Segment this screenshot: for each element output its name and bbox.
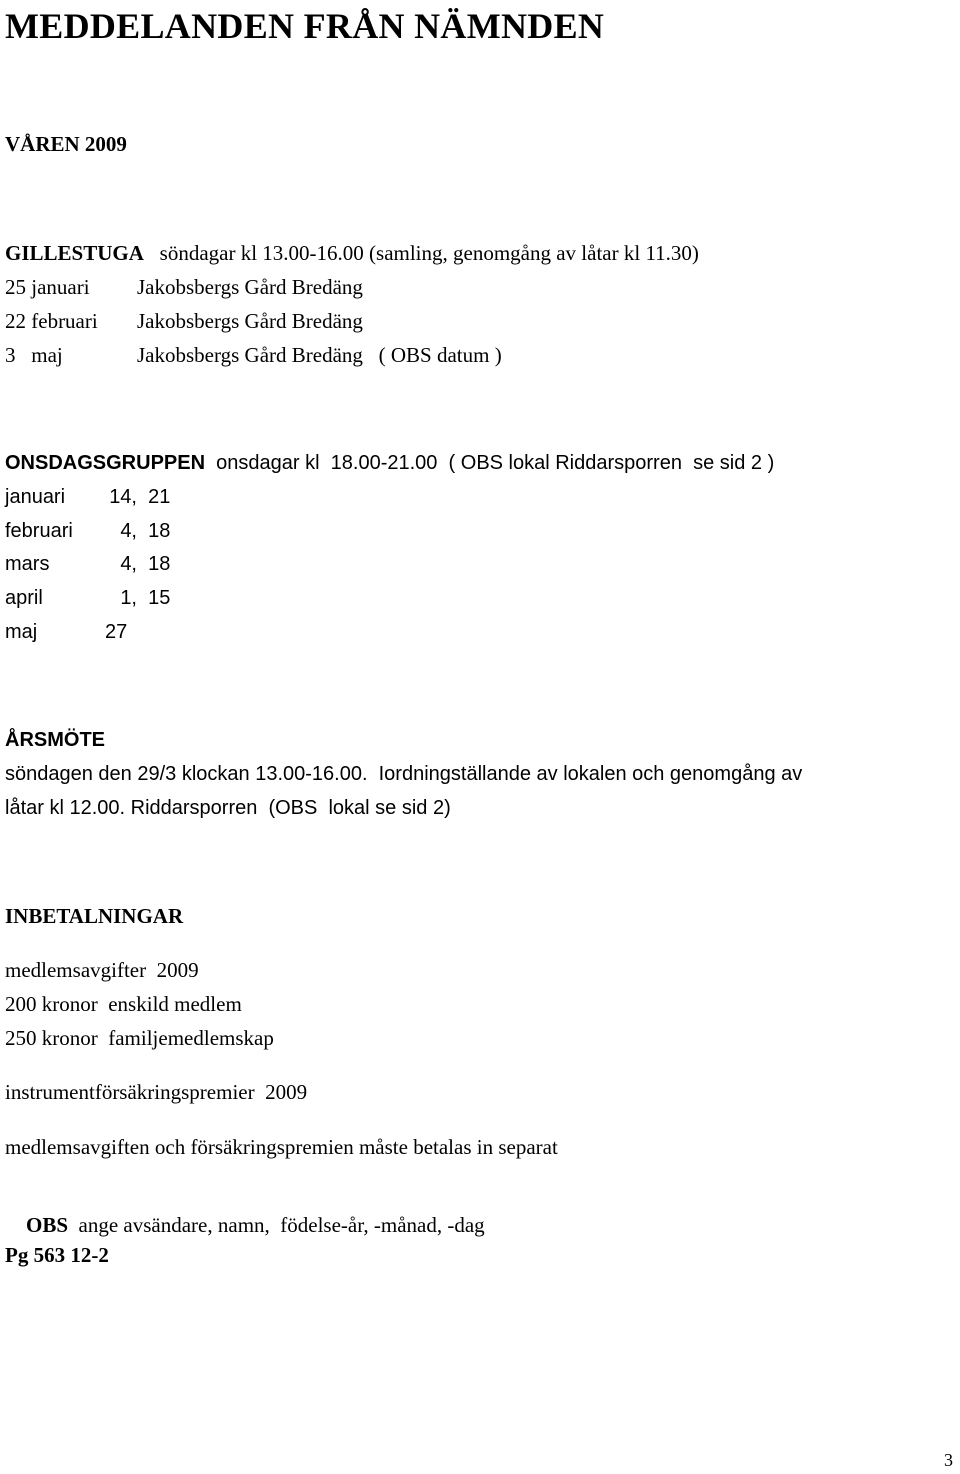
onsdag-row [5, 485, 170, 509]
gillestuga-header-line [5, 241, 699, 265]
onsdag-date-first: 27 [105, 621, 128, 643]
onsdag-month: februari [5, 520, 73, 542]
season-heading: VÅREN 2009 [5, 132, 127, 156]
gillestuga-row [5, 275, 363, 299]
gillestuga-row [5, 343, 502, 367]
onsdag-date-second: 18 [148, 520, 171, 542]
separate-payment-note: medlemsavgiften och försäkringspremien måste betalas in separat [5, 1135, 558, 1159]
arsmote-heading: ÅRSMÖTE [5, 729, 105, 751]
onsdag-date-first: 4, [120, 553, 137, 575]
page-title: MEDDELANDEN FRÅN NÄMNDEN [5, 6, 605, 46]
fee-family: 250 kronor familjemedlemskap [5, 1026, 274, 1050]
onsdag-month: maj [5, 621, 38, 643]
insurance-line: instrumentförsäkringspremier 2009 [5, 1080, 308, 1104]
onsdag-date-second: 15 [148, 587, 171, 609]
gillestuga-row [5, 309, 363, 333]
onsdag-row [5, 519, 170, 543]
onsdagsgruppen-heading: ONSDAGSGRUPPEN [5, 452, 206, 474]
gillestuga-place: Jakobsbergs Gård Bredäng [137, 309, 363, 333]
gillestuga-heading: GILLESTUGA [5, 241, 144, 265]
fee-individual: 200 kronor enskild medlem [5, 992, 242, 1016]
arsmote-text-line2: låtar kl 12.00. Riddarsporren (OBS lokal se sid 2) [5, 797, 451, 819]
obs-label: OBS [26, 1213, 69, 1237]
onsdagsgruppen-schedule: onsdagar kl 18.00-21.00 ( OBS lokal Riddarsporren se sid 2 ) [216, 452, 775, 474]
onsdagsgruppen-header-line [5, 451, 774, 475]
onsdag-row [5, 586, 170, 610]
page-number: 3 [944, 1450, 953, 1470]
onsdag-month: april [5, 587, 43, 609]
fees-title: medlemsavgifter 2009 [5, 958, 199, 982]
onsdag-row [5, 620, 127, 644]
arsmote-text-line1: söndagen den 29/3 klockan 13.00-16.00. Iordningställande av lokalen och genomgång av [5, 763, 803, 785]
inbetalningar-heading: INBETALNINGAR [5, 904, 184, 928]
gillestuga-place: Jakobsbergs Gård Bredäng ( OBS datum ) [137, 343, 502, 367]
onsdag-date-first: 1, [120, 587, 137, 609]
onsdag-date-first: 4, [120, 520, 137, 542]
gillestuga-place: Jakobsbergs Gård Bredäng [137, 275, 363, 299]
onsdag-date-second: 18 [148, 553, 171, 575]
obs-text: ange avsändare, namn, födelse-år, -månad, -dag [78, 1213, 485, 1237]
onsdag-row [5, 552, 170, 576]
gillestuga-date: 25 januari [5, 275, 90, 299]
account-number: Pg 563 12-2 [5, 1243, 109, 1267]
onsdag-month: mars [5, 553, 50, 575]
gillestuga-date: 3 maj [5, 343, 63, 367]
gillestuga-schedule: söndagar kl 13.00-16.00 (samling, genomgång av låtar kl 11.30) [159, 241, 699, 265]
gillestuga-date: 22 februari [5, 309, 98, 333]
onsdag-date-first: 14, [109, 486, 137, 508]
onsdag-month: januari [5, 486, 66, 508]
onsdag-date-second: 21 [148, 486, 171, 508]
